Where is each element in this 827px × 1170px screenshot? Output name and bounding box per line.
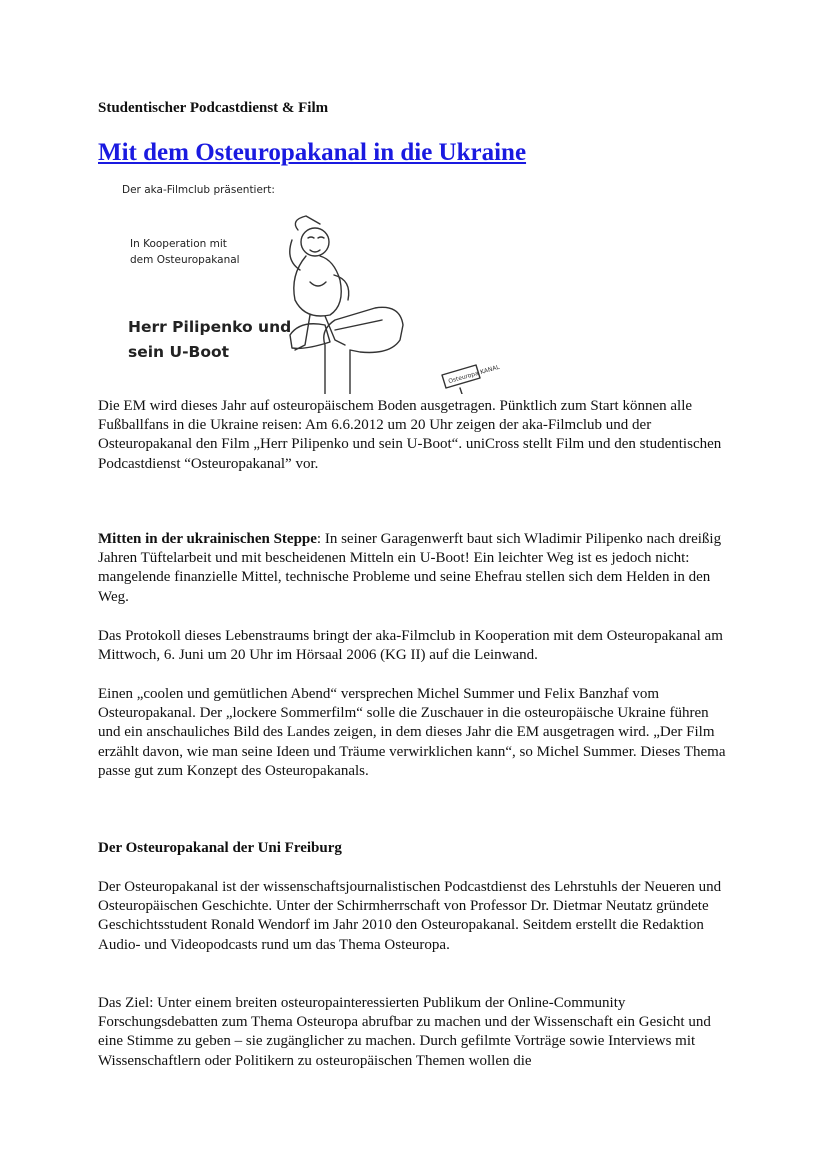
intro-paragraph: Die EM wird dieses Jahr auf osteuropäischem Boden ausgetragen. Pünktlich zum Start können alle Fußballfans in die Ukraine reisen: Am 6.6.2012 um 20 Uhr zeigen der aka-Filmclub und der Osteuropakanal den Film „Herr Pilipenko und sein U-Boot“. uniCross stellt Film und den studentischen Podcastdienst “Osteuropakanal” vor. (98, 398, 722, 472)
poster-cooperation-line1: In Kooperation mit (130, 238, 227, 250)
poster-title-line2: sein U-Boot (128, 343, 230, 361)
poster-presenter-text: Der aka-Filmclub präsentiert: (122, 184, 275, 196)
submarine-man-sketch-icon (120, 180, 500, 394)
poster-cooperation-line2: dem Osteuropakanal (130, 254, 240, 266)
paragraph-osteuropakanal: Der Osteuropakanal ist der wissenschaftsjournalistischen Podcastdienst des Lehrstuhls der Neueren und Osteuropäischen Geschichte. Unter der Schirmherrschaft von Professor Dr. Dietmar Neutatz gründete Geschichtsstudent Ronald Wendorf im Jahr 2010 den Osteuropakanal. Seitdem erstellt die Redaktion Audio- und Videopodcasts rund um das Thema Osteuropa. (98, 879, 722, 953)
paragraph-evening: Einen „coolen und gemütlichen Abend“ versprechen Michel Summer und Felix Banzhaf vom Osteuropakanal. Der „lockere Sommerfilm“ solle die Zuschauer in die osteuropäische Ukraine führen und ein anschauliches Bild des Landes zeigen, in dem dieses Jahr die EM ausgetragen wird. „Der Film erzählt davon, wie man seine Ideen und Träume verwirklichen kann“, so Michel Summer. Dieses Thema passe gut zum Konzept des Osteuropakanals. (98, 686, 726, 779)
paragraph-protocol: Das Protokoll dieses Lebenstraums bringt der aka-Filmclub in Kooperation mit dem Osteuropakanal am Mittwoch, 6. Juni um 20 Uhr im Hörsaal 2006 (KG II) auf die Leinwand. (98, 628, 723, 664)
poster-title-line1: Herr Pilipenko und (128, 318, 292, 336)
paragraph-steppe-lead: Mitten in der ukrainischen Steppe (98, 531, 317, 547)
paragraph-goal: Das Ziel: Unter einem breiten osteuropainteressierten Publikum der Online-Community Forschungsdebatten zum Thema Osteuropa abrufbar zu machen und der Wissenschaft ein Gesicht und eine Stimme zu geben – sie zugänglicher zu machen. Durch gefilmte Vorträge sowie Interviews mit Wissenschaftlern oder Politikern zu osteuropäischen Themen wollen die (98, 995, 711, 1069)
paragraph-steppe (98, 530, 728, 607)
section-label: Studentischer Podcastdienst & Film (98, 100, 329, 116)
paragraph-steppe-rest: : In seiner Garagenwerft baut sich Wladimir Pilipenko nach dreißig Jahren Tüftelarbeit und mit bescheidenen Mitteln ein U-Boot! Ein leichter Weg ist es jedoch nicht: mangelende finanzielle Mittel, technische Probleme und seine Ehefrau stellen sich dem Helden in den Weg. (98, 531, 722, 605)
subheading-osteuropakanal: Der Osteuropakanal der Uni Freiburg (98, 840, 342, 856)
poster-sign-text: Osteuropa KANAL (447, 363, 500, 386)
film-poster-image (120, 180, 500, 394)
article-headline[interactable]: Mit dem Osteuropakanal in die Ukraine (98, 139, 527, 166)
